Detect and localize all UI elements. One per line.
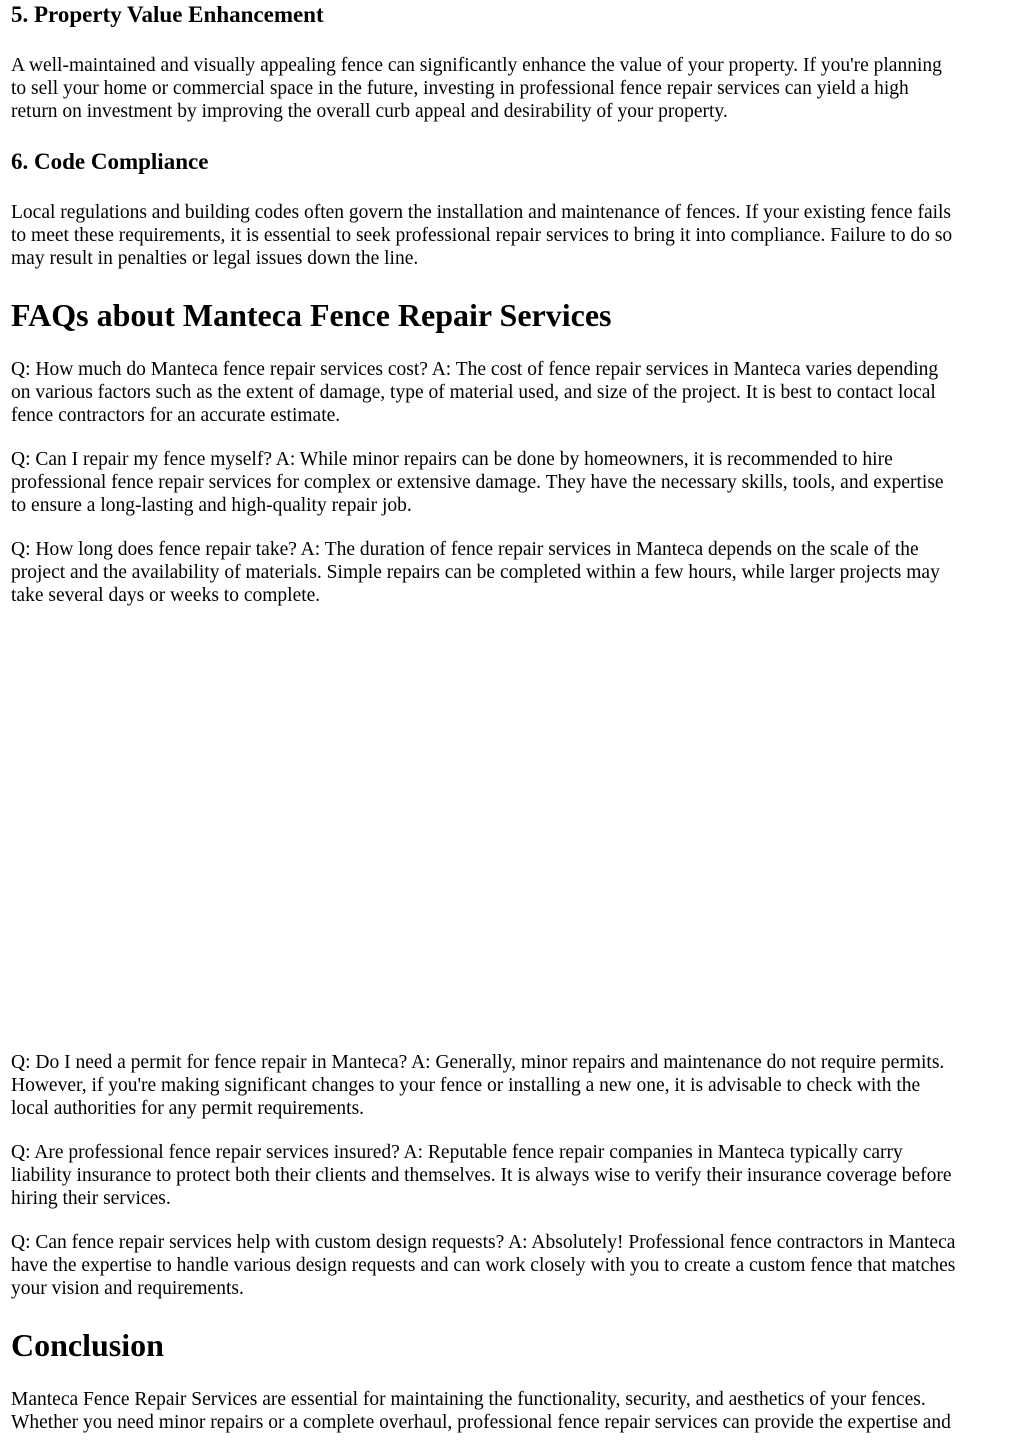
conclusion-paragraph: Manteca Fence Repair Services are essential for maintaining the functionality, security, and aesthetics of your fences. Whether you need minor repairs or a complete overhaul, professional fence repair services can provide the expertise and <box>11 1389 951 1433</box>
blank-space <box>11 607 1011 1051</box>
faq-item: Q: Can I repair my fence myself? A: While minor repairs can be done by homeowners, it is recommended to hire professional fence repair services for complex or extensive damage. They have the necessary skills, tools, and expertise to ensure a long-lasting and high-quality repair job. <box>11 449 944 516</box>
article-body <box>11 0 1011 1434</box>
faqs-heading: FAQs about Manteca Fence Repair Services <box>11 297 612 333</box>
section-paragraph-code-compliance: Local regulations and building codes often govern the installation and maintenance of fences. If your existing fence fails to meet these requirements, it is essential to seek professional repair services to bring it into compliance. Failure to do so may result in penalties or legal issues down the line. <box>11 202 953 269</box>
faq-item: Q: How long does fence repair take? A: The duration of fence repair services in Manteca depends on the scale of the project and the availability of materials. Simple repairs can be completed within a few hours, while larger projects may take several days or weeks to complete. <box>11 539 940 606</box>
faq-item: Q: How much do Manteca fence repair services cost? A: The cost of fence repair services in Manteca varies depending on various factors such as the extent of damage, type of material used, and size of the project. It is best to contact local fence contractors for an accurate estimate. <box>11 359 939 426</box>
section-paragraph-property-value: A well-maintained and visually appealing fence can significantly enhance the value of your property. If you're planning to sell your home or commercial space in the future, investing in professional fence repair services can yield a high return on investment by improving the overall curb appeal and desirability of your property. <box>11 55 942 122</box>
section-heading-code-compliance: 6. Code Compliance <box>11 149 209 174</box>
faq-item: Q: Can fence repair services help with custom design requests? A: Absolutely! Professional fence contractors in Manteca have the expertise to handle various design requests and can work closely with you to create a custom fence that matches your vision and requirements. <box>11 1232 956 1299</box>
section-heading-property-value: 5. Property Value Enhancement <box>11 2 324 27</box>
faq-item: Q: Do I need a permit for fence repair in Manteca? A: Generally, minor repairs and maintenance do not require permits. However, if you're making significant changes to your fence or installing a new one, it is advisable to check with the local authorities for any permit requirements. <box>11 1052 945 1119</box>
conclusion-heading: Conclusion <box>11 1327 164 1363</box>
faq-item: Q: Are professional fence repair services insured? A: Reputable fence repair companies in Manteca typically carry liability insurance to protect both their clients and themselves. It is always wise to verify their insurance coverage before hiring their services. <box>11 1142 952 1209</box>
